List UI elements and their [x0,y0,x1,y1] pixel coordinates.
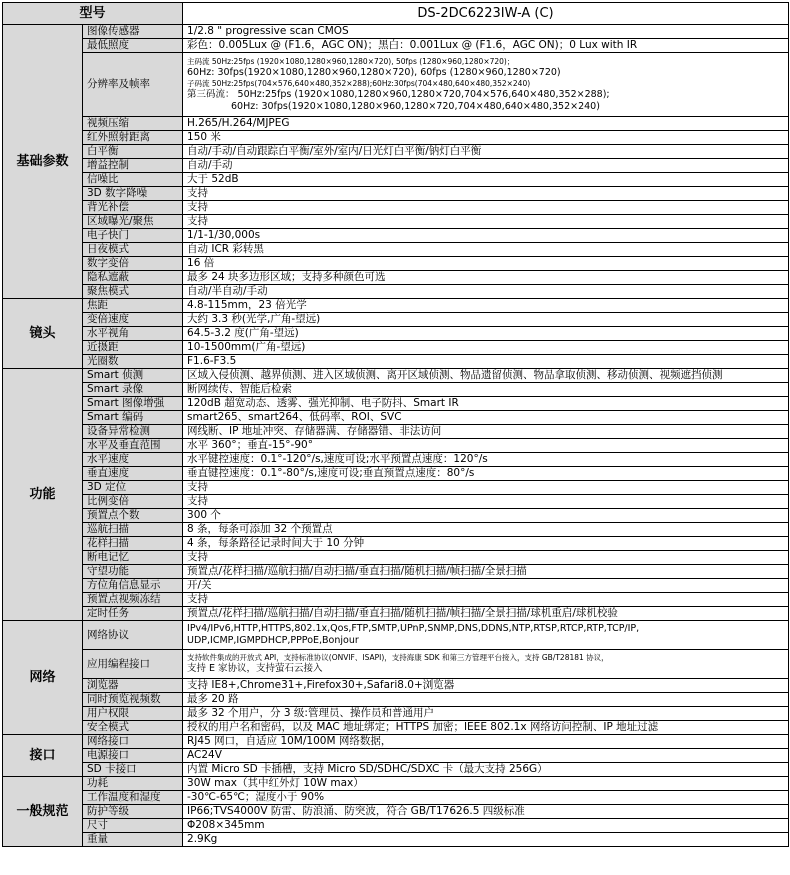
spec-row [3,257,789,271]
spec-label: 分辨率及帧率 [83,53,183,117]
spec-label: 预置点视频冻结 [83,593,183,607]
spec-row [3,439,789,453]
spec-row [3,425,789,439]
spec-label: 日夜模式 [83,243,183,257]
spec-label: 巡航扫描 [83,523,183,537]
spec-value: 预置点/花样扫描/巡航扫描/自动扫描/垂直扫描/随机扫描/帧扫描/全景扫描 [183,565,789,579]
spec-label: 水平视角 [83,327,183,341]
spec-value: 1/1-1/30,000s [183,229,789,243]
spec-row [3,39,789,53]
category-cell: 网络 [3,621,83,735]
spec-value-line: 主码流 50Hz:25fps (1920×1080,1280×960,1280×720), 50fps (1280×960,1280×720)； [187,56,515,66]
spec-value: F1.6-F3.5 [183,355,789,369]
spec-label: 网络协议 [83,621,183,650]
spec-label: 用户权限 [83,707,183,721]
spec-label: SD 卡接口 [83,763,183,777]
spec-label: 同时预览视频数 [83,693,183,707]
spec-row [3,453,789,467]
spec-row [3,285,789,299]
spec-row [3,565,789,579]
spec-value: H.265/H.264/MJPEG [183,117,789,131]
spec-value: 最多 20 路 [183,693,789,707]
spec-label: 电源接口 [83,749,183,763]
spec-value: smart265、smart264、低码率、ROI、SVC [183,411,789,425]
spec-row [3,397,789,411]
spec-row [3,145,789,159]
spec-value: 大约 3.3 秒(光学,广角-望远) [183,313,789,327]
spec-label: 3D 定位 [83,481,183,495]
spec-label: 最低照度 [83,39,183,53]
spec-table-body [3,3,789,847]
spec-label: 水平速度 [83,453,183,467]
spec-value: 垂直键控速度：0.1°-80°/s,速度可设;垂直预置点速度：80°/s [183,467,789,481]
spec-row [3,313,789,327]
spec-value: 10-1500mm(广角-望远) [183,341,789,355]
spec-row [3,537,789,551]
spec-value: 120dB 超宽动态、透雾、强光抑制、电子防抖、Smart IR [183,397,789,411]
spec-value: 开/关 [183,579,789,593]
spec-label: 背光补偿 [83,201,183,215]
spec-value: 预置点/花样扫描/巡航扫描/自动扫描/垂直扫描/随机扫描/帧扫描/全景扫描/球机重启/球机校验 [183,607,789,621]
spec-label: 垂直速度 [83,467,183,481]
spec-label: 聚焦模式 [83,285,183,299]
spec-row [3,721,789,735]
spec-row [3,693,789,707]
spec-value: 16 倍 [183,257,789,271]
spec-value: 大于 52dB [183,173,789,187]
spec-value-line: 60Hz: 30fps(1920×1080,1280×960,1280×720), 60fps (1280×960,1280×720) [187,66,561,78]
spec-value-line: 60Hz: 30fps(1920×1080,1280×960,1280×720,704×480,640×480,352×240) [231,100,600,112]
spec-label: 区域曝光/聚焦 [83,215,183,229]
spec-label: 变倍速度 [83,313,183,327]
spec-value: 授权的用户名和密码，以及 MAC 地址绑定；HTTPS 加密；IEEE 802.1x 网络访问控制、IP 地址过滤 [183,721,789,735]
spec-label: 焦距 [83,299,183,313]
spec-label: 预置点个数 [83,509,183,523]
spec-label: 光圈数 [83,355,183,369]
spec-row [3,495,789,509]
spec-value: 内置 Micro SD 卡插槽，支持 Micro SD/SDHC/SDXC 卡（最大支持 256G） [183,763,789,777]
spec-value: 150 米 [183,131,789,145]
spec-value: 8 条，每条可添加 32 个预置点 [183,523,789,537]
spec-value: 支持 [183,215,789,229]
spec-row [3,411,789,425]
spec-row [3,467,789,481]
spec-label: Smart 侦测 [83,369,183,383]
spec-row [3,25,789,39]
spec-row [3,805,789,819]
model-header-value: DS-2DC6223IW-A (C) [183,3,789,25]
spec-value: IP66;TVS4000V 防雷、防浪涌、防突波，符合 GB/T17626.5 四级标准 [183,805,789,819]
category-cell: 一般规范 [3,777,83,847]
spec-label: 增益控制 [83,159,183,173]
spec-label: 应用编程接口 [83,650,183,679]
model-header-row [3,3,789,25]
spec-row [3,355,789,369]
spec-label: 图像传感器 [83,25,183,39]
spec-row [3,777,789,791]
spec-value-line: 子码流 50Hz:25fps(704×576,640×480,352×288);60Hz:30fps(704×480,640×480,352×240) [187,78,531,88]
spec-label: 定时任务 [83,607,183,621]
spec-value: 4 条，每条路径记录时间大于 10 分钟 [183,537,789,551]
spec-value: 自动/半自动/手动 [183,285,789,299]
spec-value: 30W max（其中红外灯 10W max） [183,777,789,791]
spec-label: 浏览器 [83,679,183,693]
spec-row [3,131,789,145]
spec-label: 信噪比 [83,173,183,187]
spec-label: Smart 编码 [83,411,183,425]
spec-value-line: 支持 E 家协议，支持萤石云接入 [187,663,323,674]
category-cell: 功能 [3,369,83,621]
spec-value-line: UDP,ICMP,IGMPDHCP,PPPoE,Bonjour [187,635,359,646]
spec-label: 网络接口 [83,735,183,749]
spec-row [3,187,789,201]
spec-label: 守望功能 [83,565,183,579]
spec-label: 设备异常检测 [83,425,183,439]
spec-row [3,327,789,341]
spec-value: 支持 [183,593,789,607]
spec-label: 近摄距 [83,341,183,355]
spec-row [3,607,789,621]
spec-label: 花样扫描 [83,537,183,551]
spec-row [3,551,789,565]
spec-row [3,523,789,537]
spec-label: Smart 录像 [83,383,183,397]
spec-row [3,593,789,607]
spec-row [3,679,789,693]
spec-row [3,650,789,679]
spec-label: 工作温度和湿度 [83,791,183,805]
spec-value: RJ45 网口，自适应 10M/100M 网络数据， [183,735,789,749]
spec-value: 断网续传、智能后检索 [183,383,789,397]
spec-label: 比例变倍 [83,495,183,509]
spec-label: 功耗 [83,777,183,791]
spec-value: 1/2.8 " progressive scan CMOS [183,25,789,39]
category-cell: 接口 [3,735,83,777]
category-cell: 基础参数 [3,25,83,299]
spec-label: 数字变倍 [83,257,183,271]
spec-value [183,650,789,679]
spec-row [3,369,789,383]
spec-value [183,621,789,650]
spec-value-line: 支持软件集成的开放式 API，支持标准协议(ONVIF、ISAPI)，支持海康 SDK 和第三方管理平台接入，支持 GB/T28181 协议， [187,653,609,662]
spec-value-line: 第三码流： 50Hz:25fps (1920×1080,1280×960,1280×720,704×576,640×480,352×288); [187,88,610,100]
spec-row [3,383,789,397]
spec-value-line: IPv4/IPv6,HTTP,HTTPS,802.1x,Qos,FTP,SMTP,UPnP,SNMP,DNS,DDNS,NTP,RTSP,RTCP,RTP,TCP/IP, [187,623,640,634]
spec-value: 2.9Kg [183,833,789,847]
spec-label: 白平衡 [83,145,183,159]
spec-value: 支持 [183,187,789,201]
spec-row [3,117,789,131]
spec-label: 断电记忆 [83,551,183,565]
spec-row [3,173,789,187]
spec-value: -30℃-65℃；湿度小于 90% [183,791,789,805]
category-cell: 镜头 [3,299,83,369]
spec-value: 支持 [183,481,789,495]
spec-row [3,579,789,593]
spec-label: 水平及垂直范围 [83,439,183,453]
spec-value: AC24V [183,749,789,763]
spec-value: 最多 24 块多边形区域；支持多种颜色可选 [183,271,789,285]
spec-label: 隐私遮蔽 [83,271,183,285]
spec-value: 彩色：0.005Lux @ (F1.6，AGC ON)；黑白：0.001Lux @ (F1.6，AGC ON)；0 Lux with IR [183,39,789,53]
spec-table [2,2,789,847]
spec-value: 300 个 [183,509,789,523]
spec-value: 水平 360°；垂直-15°-90° [183,439,789,453]
spec-row [3,509,789,523]
spec-row [3,159,789,173]
spec-value: 网线断、IP 地址冲突、存储器满、存储器错、非法访问 [183,425,789,439]
spec-label: Smart 图像增强 [83,397,183,411]
spec-row [3,229,789,243]
spec-value: 支持 [183,551,789,565]
spec-label: 3D 数字降噪 [83,187,183,201]
spec-row [3,215,789,229]
spec-label: 重量 [83,833,183,847]
spec-label: 防护等级 [83,805,183,819]
spec-value: 64.5-3.2 度(广角-望远) [183,327,789,341]
spec-value: 自动/手动 [183,159,789,173]
spec-label: 方位角信息显示 [83,579,183,593]
spec-row [3,201,789,215]
spec-row [3,621,789,650]
spec-row [3,735,789,749]
spec-value: Φ208×345mm [183,819,789,833]
spec-label: 视频压缩 [83,117,183,131]
spec-value: 自动/手动/自动跟踪白平衡/室外/室内/日光灯白平衡/钠灯白平衡 [183,145,789,159]
spec-row [3,763,789,777]
spec-value: 区域入侵侦测、越界侦测、进入区域侦测、离开区域侦测、物品遗留侦测、物品拿取侦测、移动侦测、视频遮挡侦测 [183,369,789,383]
spec-row [3,341,789,355]
spec-row [3,299,789,313]
spec-value: 支持 [183,201,789,215]
spec-value: 最多 32 个用户，分 3 级:管理员、操作员和普通用户 [183,707,789,721]
spec-label: 红外照射距离 [83,131,183,145]
spec-label: 尺寸 [83,819,183,833]
spec-row [3,833,789,847]
spec-row [3,819,789,833]
spec-row [3,53,789,117]
spec-row [3,481,789,495]
spec-value: 支持 IE8+,Chrome31+,Firefox30+,Safari8.0+浏览器 [183,679,789,693]
spec-value [183,53,789,117]
spec-label: 电子快门 [83,229,183,243]
spec-label: 安全模式 [83,721,183,735]
spec-row [3,749,789,763]
spec-row [3,243,789,257]
spec-value: 自动 ICR 彩转黑 [183,243,789,257]
spec-row [3,707,789,721]
spec-value: 4.8-115mm，23 倍光学 [183,299,789,313]
model-header-label: 型号 [3,3,183,25]
spec-value: 支持 [183,495,789,509]
spec-row [3,271,789,285]
spec-row [3,791,789,805]
spec-value: 水平键控速度：0.1°-120°/s,速度可设;水平预置点速度：120°/s [183,453,789,467]
